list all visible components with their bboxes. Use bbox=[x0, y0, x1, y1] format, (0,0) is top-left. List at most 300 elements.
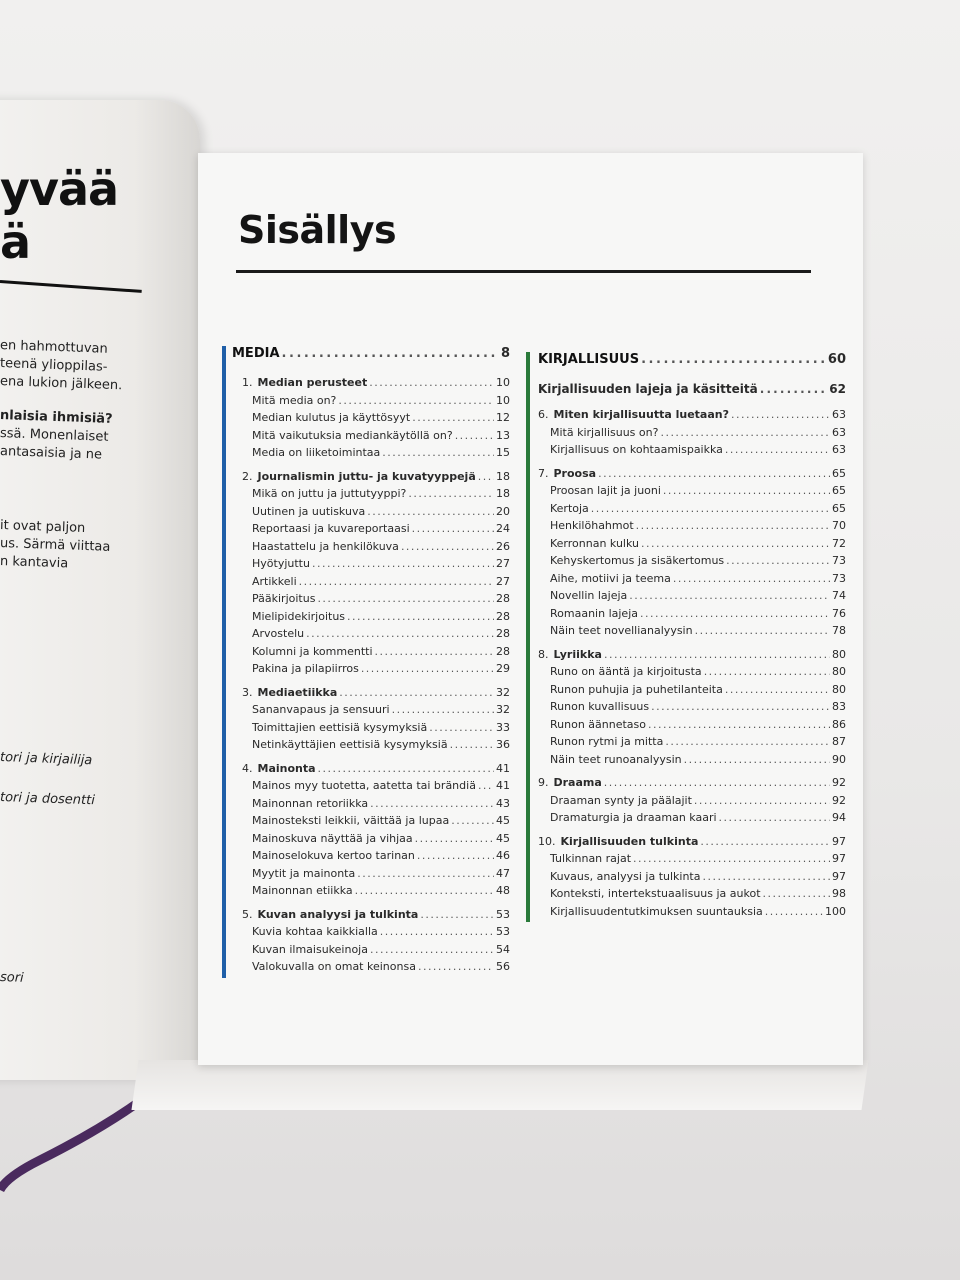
entry-label bbox=[252, 779, 476, 792]
page-number: 48 bbox=[496, 884, 510, 897]
toc-entry-item bbox=[538, 753, 846, 771]
entry-label bbox=[550, 502, 589, 515]
page-number: 28 bbox=[496, 609, 510, 623]
page-number: 90 bbox=[832, 752, 846, 766]
page-number: 63 bbox=[832, 443, 846, 456]
toc-entry-ch bbox=[232, 376, 510, 394]
entry-title: Proosan lajit ja juoni bbox=[550, 484, 661, 497]
entry-label bbox=[252, 884, 353, 897]
entry-label bbox=[550, 811, 717, 824]
left-page-text-line: ssä. Monenlaiset bbox=[0, 426, 109, 445]
page-number: 62 bbox=[829, 382, 846, 396]
dot-leader bbox=[312, 557, 494, 570]
left-page-text-line: it ovat paljon bbox=[0, 518, 86, 536]
dot-leader bbox=[726, 554, 830, 567]
toc-entry-item bbox=[538, 735, 846, 753]
page-number: 10 bbox=[496, 393, 510, 407]
page-number: 32 bbox=[496, 703, 510, 716]
page-number: 13 bbox=[496, 428, 510, 442]
entry-title: MEDIA bbox=[232, 346, 280, 361]
entry-title: Novellin lajeja bbox=[550, 589, 628, 602]
entry-label bbox=[252, 610, 345, 623]
entry-title: Runon rytmi ja mitta bbox=[550, 735, 664, 748]
entry-label bbox=[252, 814, 449, 827]
toc-entry-item bbox=[538, 554, 846, 572]
entry-title: Pakina ja pilapiirros bbox=[252, 662, 359, 675]
left-page-title-line: yvää bbox=[0, 162, 119, 216]
entry-title: Mielipidekirjoitus bbox=[252, 609, 346, 623]
entry-label bbox=[550, 794, 692, 807]
entry-title: Media on liiketoimintaa bbox=[252, 446, 381, 459]
left-page-text-line: antasaisia ja ne bbox=[0, 444, 103, 463]
entry-label bbox=[550, 537, 639, 550]
entry-label bbox=[252, 575, 297, 588]
toc-entry-item bbox=[232, 721, 510, 739]
toc-entry-ch bbox=[232, 686, 510, 704]
page-number: 28 bbox=[496, 627, 510, 640]
toc-entry-item bbox=[538, 683, 846, 701]
entry-title: Mainonnan etiikka bbox=[252, 884, 353, 897]
toc-entry-item bbox=[232, 738, 510, 756]
page-number: 41 bbox=[496, 779, 510, 792]
entry-title: Mitä vaikutuksia mediankäytöllä on? bbox=[252, 428, 453, 442]
dot-leader bbox=[370, 797, 494, 810]
dot-leader bbox=[417, 849, 494, 862]
entry-title: Toimittajien eettisiä kysymyksiä bbox=[252, 720, 428, 734]
entry-label bbox=[538, 408, 729, 421]
left-page-text-line: us. Särmä viittaa bbox=[0, 536, 111, 555]
entry-title: Mainoskuva näyttää ja vihjaa bbox=[252, 831, 413, 845]
toc-entry-item bbox=[232, 540, 510, 558]
left-page-text-line: teenä ylioppilas- bbox=[0, 356, 108, 375]
toc-entry-ch bbox=[538, 467, 846, 485]
toc-entry-part bbox=[538, 352, 846, 374]
entry-title: Kirjallisuuden tulkinta bbox=[560, 834, 699, 848]
chapter-number: 1. bbox=[242, 376, 253, 389]
dot-leader bbox=[604, 776, 830, 789]
page-number: 24 bbox=[496, 522, 510, 535]
entry-title: Runo on ääntä ja kirjoitusta bbox=[550, 665, 702, 678]
dot-leader bbox=[418, 960, 494, 973]
toc-entry-item bbox=[538, 502, 846, 520]
entry-title: Dramaturgia ja draaman kaari bbox=[550, 811, 717, 824]
page-number: 74 bbox=[832, 589, 846, 602]
toc-entry-item bbox=[232, 557, 510, 575]
toc-entry-item bbox=[232, 814, 510, 832]
entry-title: Haastattelu ja henkilökuva bbox=[252, 539, 399, 553]
toc-entry-item bbox=[232, 627, 510, 645]
entry-label bbox=[550, 484, 661, 497]
entry-title: Kirjallisuudentutkimuksen suuntauksia bbox=[550, 904, 763, 918]
page-number: 70 bbox=[832, 519, 846, 532]
dot-leader bbox=[700, 835, 830, 848]
page-number: 87 bbox=[832, 735, 846, 748]
dot-leader bbox=[478, 470, 494, 483]
dot-leader bbox=[420, 908, 494, 921]
entry-label bbox=[550, 683, 723, 696]
entry-label bbox=[550, 443, 723, 456]
left-page-text-line: sori bbox=[0, 970, 24, 986]
dot-leader bbox=[392, 703, 494, 716]
entry-label bbox=[252, 505, 365, 518]
entry-title: Uutinen ja uutiskuva bbox=[252, 504, 366, 518]
entry-label bbox=[252, 627, 304, 640]
page-number: 47 bbox=[496, 866, 510, 880]
dot-leader bbox=[660, 426, 830, 439]
page-number: 53 bbox=[496, 907, 510, 921]
entry-label bbox=[242, 762, 316, 775]
dot-leader bbox=[591, 502, 830, 515]
toc-column-kirjallisuus bbox=[526, 352, 846, 922]
dot-leader bbox=[665, 735, 830, 748]
page-number: 27 bbox=[496, 574, 510, 588]
dot-leader bbox=[725, 443, 830, 456]
dot-leader bbox=[317, 592, 494, 605]
entry-title: Mainos myy tuotetta, aatetta tai brändiä bbox=[252, 779, 476, 792]
dot-leader bbox=[641, 352, 826, 367]
dot-leader bbox=[415, 832, 494, 845]
toc-entry-ch bbox=[538, 648, 846, 666]
page-number: 53 bbox=[496, 925, 510, 938]
toc-entry-item bbox=[538, 811, 846, 829]
entry-label bbox=[252, 522, 410, 535]
toc-entry-item bbox=[232, 943, 510, 961]
page-number: 92 bbox=[832, 793, 846, 807]
entry-title: KIRJALLISUUS bbox=[538, 352, 640, 367]
page-number: 73 bbox=[832, 554, 846, 567]
entry-label bbox=[252, 394, 336, 407]
entry-title: Median perusteet bbox=[257, 376, 368, 389]
dot-leader bbox=[636, 519, 830, 532]
dot-leader bbox=[598, 467, 830, 480]
entry-title: Artikkeli bbox=[252, 574, 297, 588]
entry-label bbox=[252, 721, 427, 734]
page-number: 63 bbox=[832, 425, 846, 439]
entry-label bbox=[550, 700, 649, 713]
toc-entry-item bbox=[538, 905, 846, 923]
dot-leader bbox=[412, 411, 494, 424]
entry-title: Mainonta bbox=[257, 761, 316, 775]
entry-label bbox=[550, 887, 761, 900]
dot-leader bbox=[725, 683, 830, 696]
entry-label bbox=[252, 703, 390, 716]
toc-entry-item bbox=[232, 849, 510, 867]
entry-title: Proosa bbox=[553, 466, 597, 480]
entry-label bbox=[252, 738, 448, 751]
page-number: 72 bbox=[832, 536, 846, 550]
toc-entry-item bbox=[538, 519, 846, 537]
page-number: 41 bbox=[496, 761, 510, 775]
entry-title: Pääkirjoitus bbox=[252, 592, 316, 605]
dot-leader bbox=[455, 429, 494, 442]
entry-label bbox=[252, 849, 415, 862]
dot-leader bbox=[704, 665, 830, 678]
page-number: 83 bbox=[832, 700, 846, 713]
toc-entry-item bbox=[538, 887, 846, 905]
toc-entry-item bbox=[538, 718, 846, 736]
entry-label bbox=[252, 446, 380, 459]
page-number: 15 bbox=[496, 446, 510, 459]
toc-entry-item bbox=[232, 779, 510, 797]
entry-title: Myytit ja mainonta bbox=[252, 866, 356, 880]
page-number: 28 bbox=[496, 644, 510, 658]
dot-leader bbox=[357, 867, 494, 880]
dot-leader bbox=[367, 505, 494, 518]
page-number: 97 bbox=[832, 869, 846, 883]
page-number: 80 bbox=[832, 647, 846, 661]
toc-entry-item bbox=[538, 426, 846, 444]
left-page-text-line: tori ja dosentti bbox=[0, 790, 96, 809]
toc-entry-ch bbox=[538, 776, 846, 794]
entry-label bbox=[550, 852, 631, 865]
dot-leader bbox=[401, 540, 494, 553]
page-number: 60 bbox=[827, 352, 846, 367]
chapter-number: 10. bbox=[538, 834, 556, 848]
dot-leader bbox=[604, 648, 830, 661]
entry-title: Kolumni ja kommentti bbox=[252, 644, 373, 658]
toc-entry-item bbox=[232, 394, 510, 412]
entry-label bbox=[252, 592, 315, 605]
chapter-number: 3. bbox=[242, 685, 253, 699]
page-number: 10 bbox=[496, 376, 510, 389]
entry-label bbox=[252, 645, 373, 658]
toc-entry-item bbox=[232, 867, 510, 885]
entry-title: Kerronnan kulku bbox=[550, 536, 639, 550]
left-page bbox=[0, 100, 200, 1080]
dot-leader bbox=[370, 943, 494, 956]
dot-leader bbox=[382, 446, 494, 459]
page-number: 46 bbox=[496, 849, 510, 862]
page-number: 80 bbox=[832, 665, 846, 678]
chapter-number: 4. bbox=[242, 761, 253, 775]
page-number: 32 bbox=[496, 685, 510, 699]
toc-entry-item bbox=[538, 700, 846, 718]
dot-leader bbox=[299, 575, 494, 588]
title-rule bbox=[236, 270, 811, 273]
entry-title: Hyötyjuttu bbox=[252, 557, 310, 570]
page-number: 29 bbox=[496, 662, 510, 675]
toc-entry-item bbox=[538, 624, 846, 642]
entry-title: Draaman synty ja päälajit bbox=[550, 793, 692, 807]
toc-entry-item bbox=[538, 870, 846, 888]
toc-entry-part bbox=[232, 346, 510, 368]
page-title: Sisällys bbox=[238, 208, 397, 252]
entry-title: Kertoja bbox=[550, 501, 589, 515]
entry-label bbox=[252, 487, 406, 500]
entry-title: Mainoselokuva kertoo tarinan bbox=[252, 849, 415, 862]
toc-column-media bbox=[222, 346, 510, 978]
page-number: 45 bbox=[496, 831, 510, 845]
entry-label bbox=[550, 753, 682, 766]
entry-label bbox=[242, 908, 418, 921]
dot-leader bbox=[673, 572, 830, 585]
page-number: 80 bbox=[832, 682, 846, 696]
entry-label bbox=[550, 572, 671, 585]
page-number: 8 bbox=[500, 346, 510, 361]
toc-entry-item bbox=[232, 411, 510, 429]
left-page-text-line: nlaisia ihmisiä? bbox=[0, 408, 113, 427]
toc-entry-item bbox=[538, 852, 846, 870]
page-number: 76 bbox=[832, 606, 846, 620]
entry-label bbox=[252, 832, 413, 845]
entry-label bbox=[550, 589, 627, 602]
page-number: 65 bbox=[832, 501, 846, 515]
toc-entry-sub bbox=[538, 382, 846, 402]
page-number: 43 bbox=[496, 796, 510, 810]
entry-title: Runon puhujia ja puhetilanteita bbox=[550, 682, 723, 696]
page-number: 86 bbox=[832, 717, 846, 731]
entry-title: Kehyskertomus ja sisäkertomus bbox=[550, 554, 725, 567]
entry-title: Kirjallisuus on kohtaamispaikka bbox=[550, 443, 723, 456]
entry-title: Kuvia kohtaa kaikkialla bbox=[252, 925, 378, 938]
toc-entry-item bbox=[232, 446, 510, 464]
page-number: 33 bbox=[496, 720, 510, 734]
entry-title: Mediaetiikka bbox=[257, 685, 338, 699]
dot-leader bbox=[651, 700, 830, 713]
toc-entry-item bbox=[232, 797, 510, 815]
entry-title: Median kulutus ja käyttösyyt bbox=[252, 411, 411, 424]
entry-title: Mitä media on? bbox=[252, 393, 337, 407]
entry-label bbox=[242, 376, 367, 389]
dot-leader bbox=[731, 408, 830, 421]
entry-title: Mikä on juttu ja juttutyyppi? bbox=[252, 487, 407, 500]
entry-label bbox=[550, 624, 693, 637]
dot-leader bbox=[429, 721, 494, 734]
toc-entry-item bbox=[538, 794, 846, 812]
toc-entry-ch bbox=[538, 408, 846, 426]
dot-leader bbox=[641, 537, 830, 550]
toc-entry-item bbox=[232, 884, 510, 902]
entry-title: Runon äännetaso bbox=[550, 717, 646, 731]
dot-leader bbox=[629, 589, 830, 602]
toc-entry-ch bbox=[538, 835, 846, 853]
entry-title: Romaanin lajeja bbox=[550, 606, 638, 620]
entry-title: Reportaasi ja kuvareportaasi bbox=[252, 522, 410, 535]
toc-entry-item bbox=[538, 665, 846, 683]
entry-title: Arvostelu bbox=[252, 627, 305, 640]
page-number: 98 bbox=[832, 887, 846, 900]
left-page-text-line: tori ja kirjailija bbox=[0, 750, 93, 769]
dot-leader bbox=[702, 870, 830, 883]
entry-title: Konteksti, intertekstuaalisuus ja aukot bbox=[550, 887, 761, 900]
page-number: 28 bbox=[496, 592, 510, 605]
toc-entry-item bbox=[232, 429, 510, 447]
page-number: 18 bbox=[496, 487, 510, 500]
dot-leader bbox=[640, 607, 830, 620]
entry-title: Aihe, motiivi ja teema bbox=[550, 571, 671, 585]
dot-leader bbox=[663, 484, 830, 497]
dot-leader bbox=[338, 394, 494, 407]
page-number: 97 bbox=[832, 834, 846, 848]
toc-entry-item bbox=[538, 589, 846, 607]
entry-title: Lyriikka bbox=[553, 647, 602, 661]
entry-title: Kuvan ilmaisukeinoja bbox=[252, 942, 368, 956]
toc-entry-item bbox=[232, 522, 510, 540]
toc-entry-item bbox=[232, 487, 510, 505]
dot-leader bbox=[361, 662, 494, 675]
left-page-text-line: ena lukion jälkeen. bbox=[0, 374, 123, 394]
dot-leader bbox=[282, 346, 499, 361]
dot-leader bbox=[765, 905, 823, 918]
dot-leader bbox=[306, 627, 494, 640]
chapter-number: 6. bbox=[538, 408, 549, 421]
chapter-number: 7. bbox=[538, 466, 549, 480]
left-page-text-line: en hahmottuvan bbox=[0, 338, 108, 357]
entry-label bbox=[550, 665, 702, 678]
page-number: 12 bbox=[496, 411, 510, 424]
dot-leader bbox=[684, 753, 830, 766]
page-number: 100 bbox=[825, 904, 846, 918]
dot-leader bbox=[450, 738, 494, 751]
page-number: 18 bbox=[496, 469, 510, 483]
page-number: 78 bbox=[832, 624, 846, 637]
entry-title: Miten kirjallisuutta luetaan? bbox=[553, 408, 729, 421]
toc-entry-item bbox=[232, 592, 510, 610]
page-number: 94 bbox=[832, 811, 846, 824]
entry-label bbox=[550, 735, 663, 748]
toc-entry-item bbox=[538, 572, 846, 590]
chapter-number: 2. bbox=[242, 469, 253, 483]
entry-label bbox=[550, 870, 700, 883]
dot-leader bbox=[760, 382, 828, 396]
left-page-text-line: n kantavia bbox=[0, 554, 69, 572]
entry-label bbox=[252, 429, 453, 442]
toc-entry-item bbox=[232, 832, 510, 850]
toc-entry-ch bbox=[232, 908, 510, 926]
entry-label bbox=[242, 686, 337, 699]
entry-title: Sananvapaus ja sensuuri bbox=[252, 703, 390, 716]
entry-title: Kuvaus, analyysi ja tulkinta bbox=[550, 869, 701, 883]
dot-leader bbox=[375, 645, 494, 658]
toc-entry-item bbox=[538, 484, 846, 502]
entry-title: Näin teet runoanalyysin bbox=[550, 752, 682, 766]
entry-label bbox=[538, 352, 639, 367]
entry-label bbox=[252, 662, 359, 675]
entry-label bbox=[252, 797, 368, 810]
page-number: 65 bbox=[832, 484, 846, 497]
entry-label bbox=[252, 960, 416, 973]
entry-title: Valokuvalla on omat keinonsa bbox=[252, 960, 416, 973]
entry-label bbox=[538, 835, 698, 848]
dot-leader bbox=[719, 811, 830, 824]
dot-leader bbox=[451, 814, 494, 827]
dot-leader bbox=[408, 487, 494, 500]
toc-entry-item bbox=[232, 662, 510, 680]
entry-label bbox=[550, 426, 658, 439]
toc-entry-item bbox=[232, 575, 510, 593]
toc-entry-item bbox=[232, 703, 510, 721]
entry-label bbox=[252, 411, 410, 424]
entry-title: Journalismin juttu- ja kuvatyyppejä bbox=[257, 469, 476, 483]
toc-entry-item bbox=[232, 925, 510, 943]
left-title-rule bbox=[0, 280, 142, 293]
entry-label bbox=[252, 925, 378, 938]
toc-entry-item bbox=[538, 537, 846, 555]
entry-title: Mainosteksti leikkii, väittää ja lupaa bbox=[252, 814, 450, 827]
toc-entry-item bbox=[538, 443, 846, 461]
entry-title: Runon kuvallisuus bbox=[550, 700, 650, 713]
entry-title: Kirjallisuuden lajeja ja käsitteitä bbox=[538, 382, 758, 396]
dot-leader bbox=[369, 376, 494, 389]
entry-label bbox=[252, 943, 368, 956]
page-number: 20 bbox=[496, 504, 510, 518]
page-number: 65 bbox=[832, 466, 846, 480]
chapter-number: 8. bbox=[538, 647, 549, 661]
entry-label bbox=[550, 607, 638, 620]
entry-title: Mitä kirjallisuus on? bbox=[550, 425, 659, 439]
entry-label bbox=[550, 905, 763, 918]
entry-title: Netinkäyttäjien eettisiä kysymyksiä bbox=[252, 738, 448, 751]
